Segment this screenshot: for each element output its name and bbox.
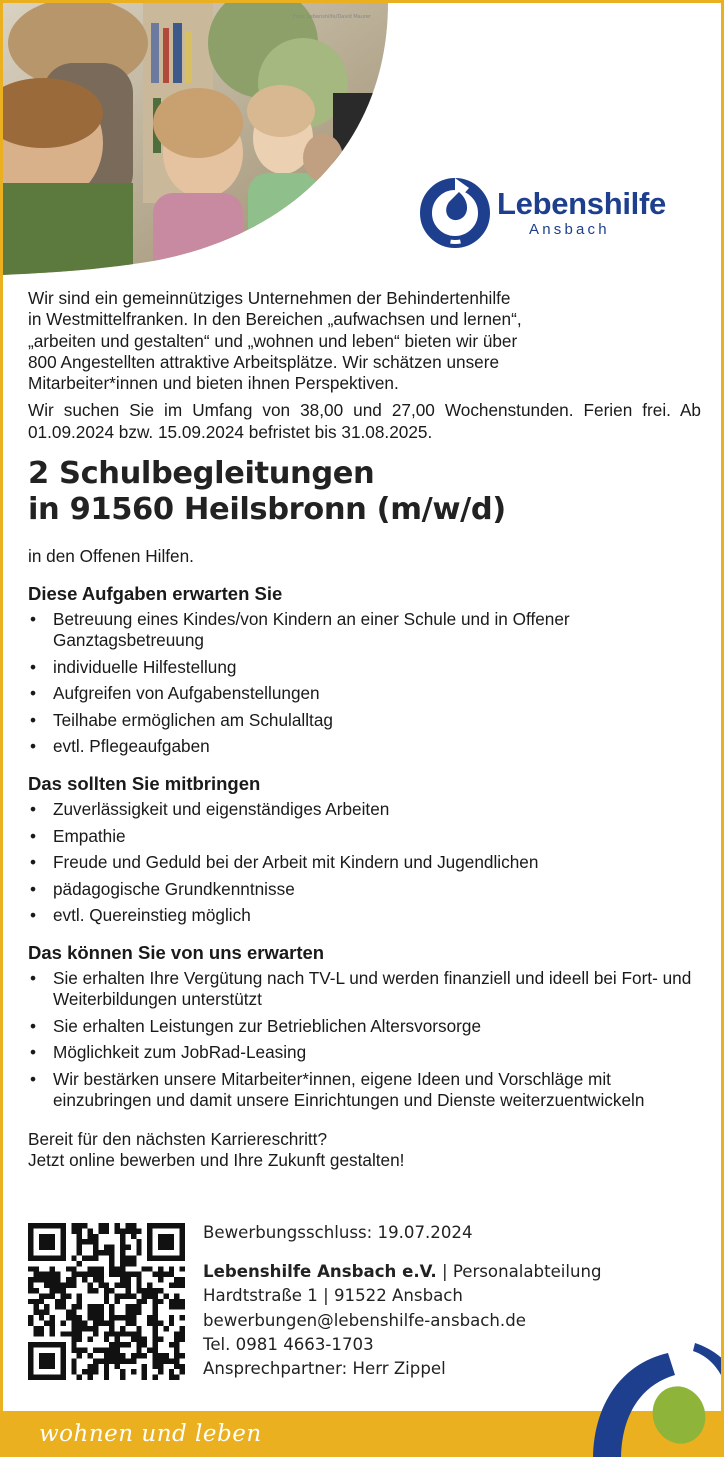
- list-item: • individuelle Hilfestellung: [28, 657, 701, 678]
- photo-credit: Foto: Lebenshilfe/David Maurer: [293, 14, 371, 20]
- list-item: • Betreuung eines Kindes/von Kindern an einer Schule und in Offener Ganztagsbetreuung: [28, 609, 701, 651]
- list-item: • Empathie: [28, 826, 701, 847]
- email-link[interactable]: bewerbungen@lebenshilfe-ansbach.de: [203, 1310, 526, 1330]
- list-item: • Zuverlässigkeit und eigenständiges Arbeiten: [28, 799, 701, 820]
- logo-mark-icon: [419, 176, 491, 248]
- footer-slogan: wohnen und leben: [39, 1421, 262, 1447]
- org-line: [203, 1260, 673, 1284]
- list-item: • Sie erhalten Leistungen zur Betrieblichen Altersvorsorge: [28, 1016, 701, 1037]
- list-item: • Sie erhalten Ihre Vergütung nach TV-L und werden finanziell und ideell bei Fort- und Weiterbildungen unterstützt: [28, 968, 701, 1010]
- benefits-title: Das können Sie von uns erwarten: [28, 942, 325, 964]
- hero-photo: [3, 3, 403, 275]
- ad-content: [28, 288, 701, 1172]
- tasks-title: Diese Aufgaben erwarten Sie: [28, 583, 283, 605]
- benefits-list: [28, 968, 701, 1111]
- list-item: • Freude und Geduld bei der Arbeit mit Kindern und Jugendlichen: [28, 852, 701, 873]
- list-item: • Teilhabe ermöglichen am Schulalltag: [28, 710, 701, 731]
- logo-name: Lebenshilfe: [497, 186, 666, 221]
- department-line: in den Offenen Hilfen.: [28, 546, 194, 567]
- list-item: • Aufgreifen von Aufgabenstellungen: [28, 683, 701, 704]
- application-deadline: Bewerbungsschluss: 19.07.2024: [203, 1223, 473, 1242]
- logo-city: Ansbach: [529, 221, 610, 238]
- phone[interactable]: Tel. 0981 4663-1703: [203, 1334, 374, 1354]
- requirements-list: [28, 799, 701, 926]
- qr-code-icon[interactable]: [28, 1223, 185, 1380]
- requirements-title: Das sollten Sie mitbringen: [28, 773, 261, 795]
- list-item: • Wir bestärken unsere Mitarbeiter*innen, eigene Ideen und Vorschläge mit einzubringen und damit unsere Einrichtungen und Dienste weiterzuentwickeln: [28, 1069, 701, 1111]
- contact-person: Ansprechpartner: Herr Zippel: [203, 1359, 446, 1379]
- search-text: Wir suchen Sie im Umfang von 38,00 und 27,00 Wochenstunden. Ferien frei. Ab 01.09.2024 bzw. 15.09.2024 befristet bis 31.08.2025.: [28, 400, 701, 442]
- list-item: • evtl. Quereinstieg möglich: [28, 905, 701, 926]
- list-item: • Möglichkeit zum JobRad-Leasing: [28, 1042, 701, 1063]
- lebenshilfe-logo: [419, 176, 669, 248]
- org-name: Lebenshilfe Ansbach e.V.: [203, 1262, 437, 1282]
- department: | Personalabteilung: [436, 1262, 602, 1282]
- address: Hardtstraße 1 | 91522 Ansbach: [203, 1286, 463, 1306]
- list-item: • evtl. Pflegeaufgaben: [28, 736, 701, 757]
- job-headline: 2 Schulbegleitungen in 91560 Heilsbronn (m/w/d): [28, 456, 506, 528]
- tasks-list: [28, 609, 701, 757]
- intro-text: Wir sind ein gemeinnütziges Unternehmen der Behindertenhilfe in Westmittelfranken. In den Bereichen „aufwachsen und lernen“, „arbeiten und gestalten“ und „wohnen und leben“ bieten wir über 800 Angestellten attraktive Arbeitsplätze. Wir schätzen unsere Mitarbeiter*innen und bieten ihnen Perspektiven.: [28, 288, 522, 394]
- list-item: • pädagogische Grundkenntnisse: [28, 879, 701, 900]
- call-to-action: Bereit für den nächsten Karriereschritt? Jetzt online bewerben und Ihre Zukunft gestalten!: [28, 1128, 405, 1171]
- corner-logo-graphic-icon: [583, 1343, 724, 1457]
